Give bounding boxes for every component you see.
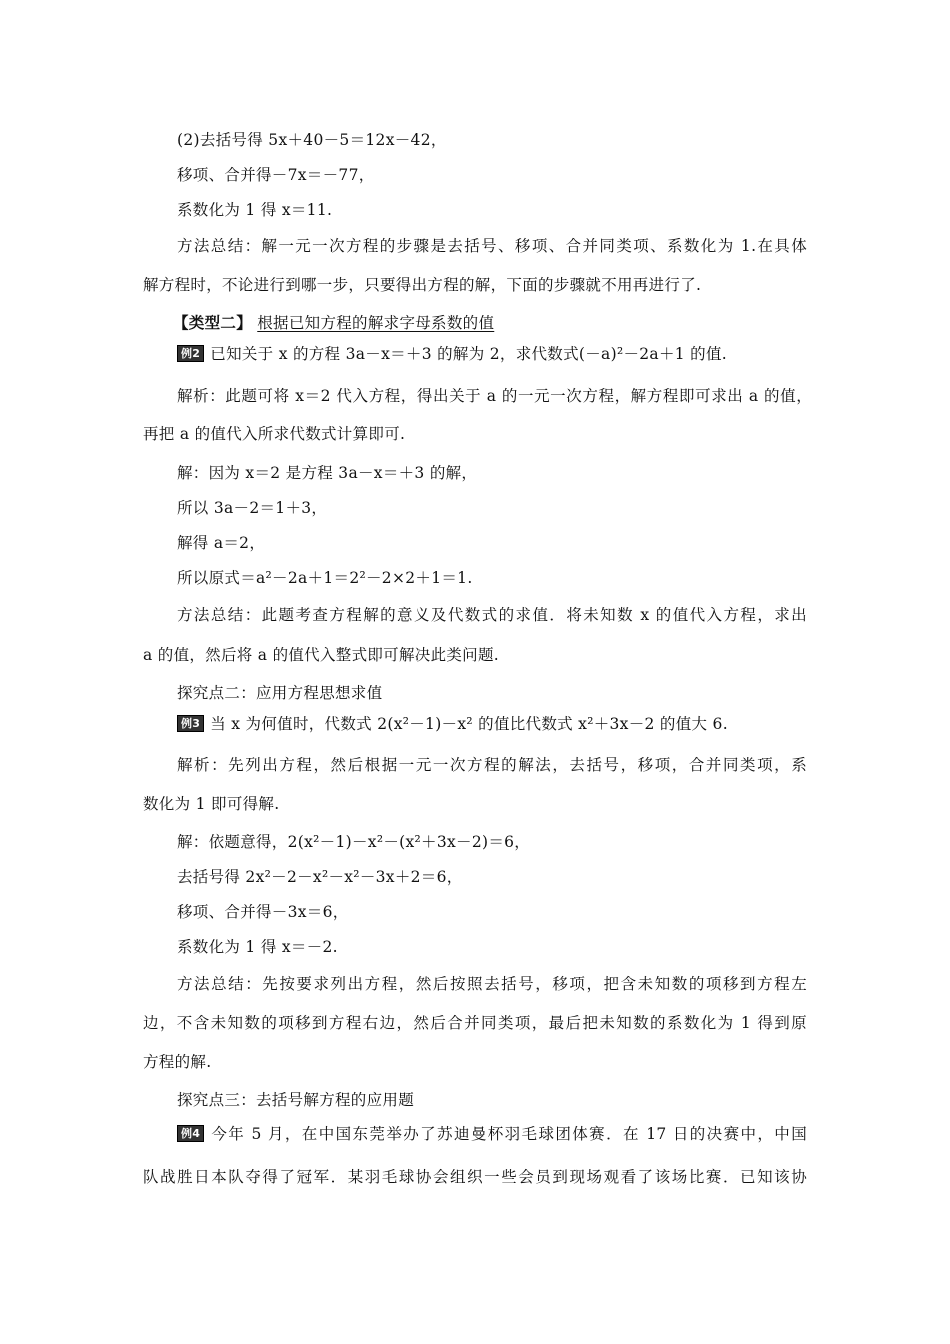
solution-line: 所以 3a－2＝1＋3，: [177, 499, 328, 517]
solution-line: 系数化为 1 得 x＝－2.: [177, 938, 338, 956]
example-text: 当 x 为何值时，代数式 2(x²－1)－x² 的值比代数式 x²＋3x－2 的值大 6.: [210, 715, 728, 733]
method-summary-line: 方法总结：先按要求列出方程，然后按照去括号，移项，把含未知数的项移到方程左: [177, 975, 807, 993]
method-summary-line: 解方程时，不论进行到哪一步，只要得出方程的解，下面的步骤就不用再进行了.: [143, 276, 702, 294]
example-2: [177, 344, 727, 364]
example-text: 今年 5 月，在中国东莞举办了苏迪曼杯羽毛球团体赛．在 17 日的决赛中，中国: [210, 1125, 807, 1143]
method-summary-line: 方法总结：解一元一次方程的步骤是去括号、移项、合并同类项、系数化为 1.在具体: [177, 237, 807, 255]
solution-line: 移项、合并得－3x＝6，: [177, 903, 349, 921]
type-heading: [173, 313, 494, 333]
analysis-line: 再把 a 的值代入所求代数式计算即可.: [143, 425, 406, 443]
example-text: 已知关于 x 的方程 3a－x＝＋3 的解为 2，求代数式(－a)²－2a＋1 的值.: [210, 345, 727, 363]
solution-line: 解：因为 x＝2 是方程 3a－x＝＋3 的解，: [177, 464, 478, 482]
solution-line: 解：依题意得，2(x²－1)－x²－(x²＋3x－2)＝6，: [177, 833, 531, 851]
section-heading: 探究点三：去括号解方程的应用题: [177, 1091, 415, 1109]
solution-line: 解得 a＝2，: [177, 534, 266, 552]
section-heading: 探究点二：应用方程思想求值: [177, 684, 383, 702]
example-badge: 例3: [177, 715, 204, 732]
solution-line: 所以原式＝a²－2a＋1＝2²－2×2＋1＝1.: [177, 569, 473, 587]
type-title: 根据已知方程的解求字母系数的值: [257, 314, 495, 332]
type-tag: 【类型二】: [173, 313, 253, 332]
solution-line: (2)去括号得 5x＋40－5＝12x－42，: [177, 131, 447, 149]
solution-line: 移项、合并得－7x＝－77，: [177, 166, 375, 184]
method-summary-line: 方法总结：此题考查方程解的意义及代数式的求值．将未知数 x 的值代入方程，求出: [177, 606, 807, 624]
method-summary-line: a 的值，然后将 a 的值代入整式即可解决此类问题.: [143, 646, 499, 664]
solution-line: 去括号得 2x²－2－x²－x²－3x＋2＝6，: [177, 868, 463, 886]
solution-line: 系数化为 1 得 x＝11.: [177, 201, 333, 219]
example-3: [177, 714, 728, 734]
method-summary-line: 方程的解.: [143, 1053, 212, 1071]
example-text-line: 队战胜日本队夺得了冠军．某羽毛球协会组织一些会员到现场观看了该场比赛．已知该协: [143, 1168, 807, 1186]
analysis-line: 解析：此题可将 x＝2 代入方程，得出关于 a 的一元一次方程，解方程即可求出 a 的值，: [177, 387, 812, 405]
analysis-line: 数化为 1 即可得解.: [143, 795, 280, 813]
analysis-line: 解析：先列出方程，然后根据一元一次方程的解法，去括号，移项，合并同类项，系: [177, 756, 807, 774]
example-badge: 例2: [177, 345, 204, 362]
method-summary-line: 边，不含未知数的项移到方程右边，然后合并同类项，最后把未知数的系数化为 1 得到原: [143, 1014, 807, 1032]
example-badge: 例4: [177, 1125, 204, 1142]
example-4: [177, 1124, 807, 1144]
